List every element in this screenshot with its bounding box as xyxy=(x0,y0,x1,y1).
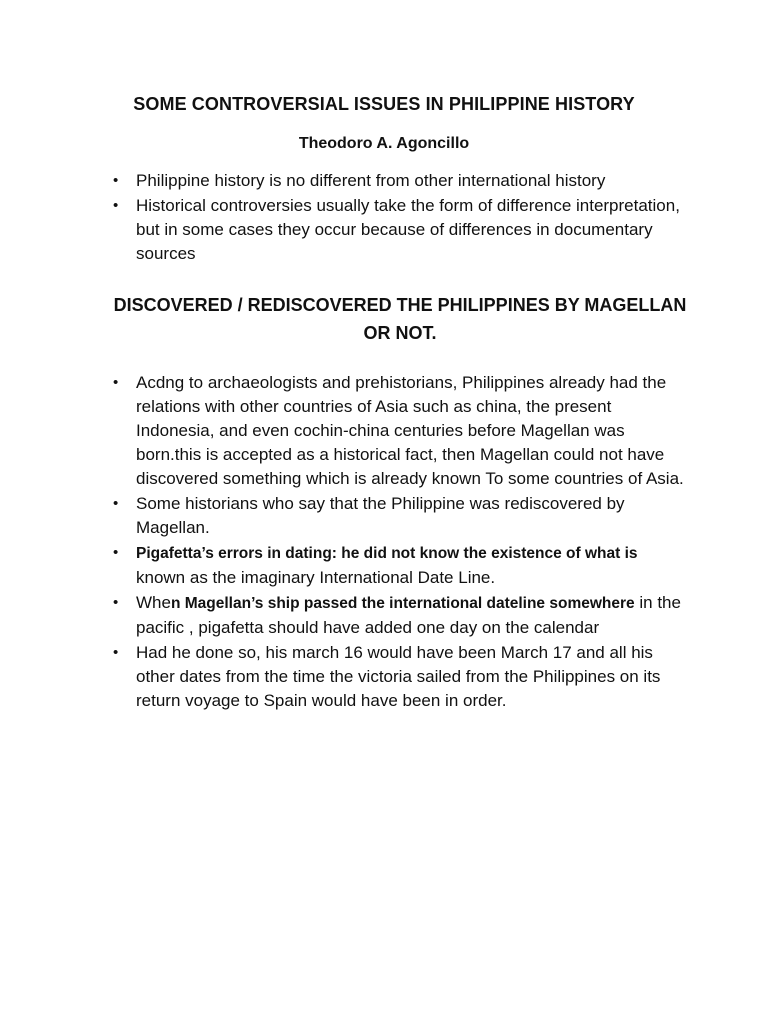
list-item xyxy=(110,169,690,193)
section-bullet-list xyxy=(110,371,690,714)
bullet-bold-text: n Magellan’s ship passed the international dateline somewhere xyxy=(170,595,635,612)
bullet-lead-text: Whe xyxy=(136,593,171,612)
document-title: SOME CONTROVERSIAL ISSUES IN PHILIPPINE HISTORY xyxy=(133,94,635,114)
intro-bullet-list xyxy=(110,169,690,267)
bullet-text: in the pacific , pigafetta should have added one day on the calendar xyxy=(136,593,681,637)
bullet-icon: • xyxy=(113,172,119,189)
list-item xyxy=(110,371,690,491)
bullet-bold-text: Pigafetta’s errors in dating: he did not know the existence of what is xyxy=(136,545,638,562)
section-heading: DISCOVERED / REDISCOVERED THE PHILIPPINES BY MAGELLAN OR NOT. xyxy=(113,295,687,343)
bullet-icon: • xyxy=(113,197,119,214)
bullet-icon: • xyxy=(113,374,119,391)
bullet-icon: • xyxy=(113,544,119,561)
list-item xyxy=(110,194,690,266)
bullet-text: Had he done so, his march 16 would have been March 17 and all his other dates from the time the victoria sailed from the Philippines on its return voyage to Spain would have been in order. xyxy=(136,643,661,710)
document-author: Theodoro A. Agoncillo xyxy=(298,135,470,152)
list-item xyxy=(110,541,690,590)
bullet-icon: • xyxy=(113,495,119,512)
bullet-text: Philippine history is no different from other international history xyxy=(136,171,606,190)
bullet-icon: • xyxy=(113,644,119,661)
list-item xyxy=(110,492,690,540)
bullet-text: Some historians who say that the Philippine was rediscovered by Magellan. xyxy=(136,494,625,537)
bullet-text: Acdng to archaeologists and prehistorians, Philippines already had the relations with other countries of Asia such as china, the present Indonesia, and even cochin-china centuries before Magellan was born.this is accepted as a historical fact, then Magellan could not have discovered something which is already known To some countries of Asia. xyxy=(136,373,684,488)
bullet-text: known as the imaginary International Date Line. xyxy=(136,568,496,587)
list-item xyxy=(110,641,690,713)
list-item xyxy=(110,591,690,640)
bullet-icon: • xyxy=(113,594,119,611)
bullet-text: Historical controversies usually take the form of difference interpretation, but in some cases they occur because of differences in documentary sources xyxy=(136,196,680,263)
